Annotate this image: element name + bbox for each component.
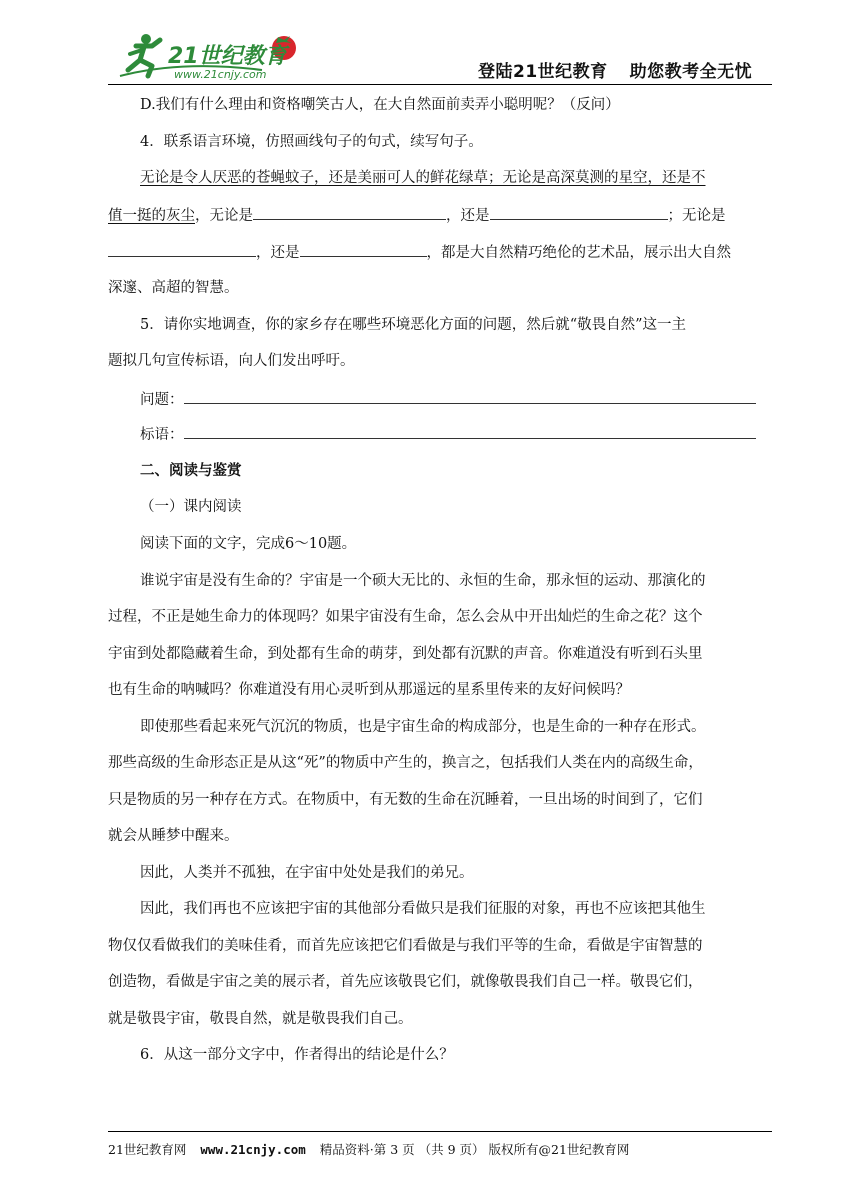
passage-p4-line-4: 就是敬畏宇宙，敬畏自然，就是敬畏我们自己。 (108, 1011, 413, 1027)
q4-fill-line-2 (108, 242, 772, 263)
passage-p2-line-3: 只是物质的另一种存在方式。在物质中，有无数的生命在沉睡着，一旦出场的时间到了，它们 (108, 792, 703, 808)
logo-url-text: www.21cnjy.com (174, 68, 267, 81)
footer-divider (108, 1131, 772, 1132)
q4-prompt: 4．联系语言环境，仿照画线句子的句式，续写句子。 (140, 134, 483, 150)
header-slogan (478, 57, 752, 82)
site-logo (112, 30, 302, 82)
header-slogan-right: 助您教考全无忧 (629, 62, 753, 82)
passage-p1-line-1: 谁说宇宙是没有生命的？宇宙是一个硕大无比的、永恒的生命，那永恒的运动、那演化的 (140, 573, 706, 589)
q4-fill-line-1 (108, 205, 772, 226)
q5-problem-answer-line[interactable] (184, 389, 756, 404)
q4-text-wulun: ，无论是 (195, 208, 253, 224)
passage-p2-line-2: 那些高级的生命形态正是从这“死”的物质中产生的，换言之，包括我们人类在内的高级生命， (108, 755, 703, 771)
q4-blank-2[interactable] (490, 205, 668, 220)
footer-left-text: 21世纪教育网 (108, 1142, 187, 1157)
passage-p2-line-1: 即使那些看起来死气沉沉的物质，也是宇宙生命的构成部分，也是生命的一种存在形式。 (140, 719, 706, 735)
q5-prompt-1: 5．请你实地调查，你的家乡存在哪些环境恶化方面的问题，然后就“敬畏自然”这一主 (140, 317, 687, 333)
q4-underlined-sentence-1: 无论是令人厌恶的苍蝇蚊子，还是美丽可人的鲜花绿草；无论是高深莫测的星空，还是不 (140, 170, 706, 186)
q4-text-semicolon-wulun: ；无论是 (667, 208, 726, 224)
q4-text-haishi: ，还是 (446, 208, 490, 224)
logo-brand-text: 21世纪教育 (168, 44, 287, 69)
q4-underlined-sentence-2: 值一挺的灰尘 (108, 208, 195, 224)
q5-slogan-answer-line[interactable] (184, 424, 756, 439)
header-divider (108, 84, 772, 85)
passage-p2-line-4: 就会从睡梦中醒来。 (108, 828, 239, 844)
subsection-one-heading: （一）课内阅读 (140, 499, 242, 515)
q4-blank-3[interactable] (108, 242, 256, 257)
passage-p4-line-2: 物仅仅看做我们的美味佳肴，而首先应该把它们看做是与我们平等的生命，看做是宇宙智慧的 (108, 938, 703, 954)
q5-slogan-label: 标语： (140, 427, 184, 443)
q4-blank-1[interactable] (253, 205, 446, 220)
reading-instruction: 阅读下面的文字，完成6～10题。 (140, 536, 357, 552)
passage-p1-line-4: 也有生命的呐喊吗？你难道没有用心灵听到从那遥远的星系里传来的友好问候吗？ (108, 682, 630, 698)
passage-p4-line-1: 因此，我们再也不应该把宇宙的其他部分看做只是我们征服的对象，再也不应该把其他生 (140, 901, 706, 917)
q5-problem-label: 问题： (140, 392, 184, 408)
page-footer (108, 1140, 629, 1158)
q6-prompt: 6．从这一部分文字中，作者得出的结论是什么？ (140, 1047, 454, 1063)
q5-prompt-2: 题拟几句宣传标语，向人们发出呼吁。 (108, 353, 355, 369)
footer-page-info: 精品资料·第 3 页 （共 9 页） 版权所有@21世纪教育网 (319, 1142, 630, 1157)
footer-site-link[interactable]: www.21cnjy.com (200, 1142, 306, 1157)
passage-p3-line-1: 因此，人类并不孤独，在宇宙中处处是我们的弟兄。 (140, 865, 474, 881)
q5-slogan-row (140, 424, 756, 445)
q3-option-d: D.我们有什么理由和资格嘲笑古人，在大自然面前卖弄小聪明呢？（反问） (140, 97, 620, 113)
q4-text-end: 深邃、高超的智慧。 (108, 280, 239, 296)
section-two-heading: 二、阅读与鉴赏 (140, 462, 242, 479)
q5-problem-row (140, 389, 756, 410)
q4-blank-4[interactable] (300, 242, 427, 257)
q4-text-tail: ，都是大自然精巧绝伦的艺术品，展示出大自然 (426, 245, 731, 261)
passage-p1-line-3: 宇宙到处都隐藏着生命，到处都有生命的萌芽，到处都有沉默的声音。你难道没有听到石头里 (108, 646, 703, 662)
passage-p4-line-3: 创造物，看做是宇宙之美的展示者，首先应该敬畏它们，就像敬畏我们自己一样。敬畏它们， (108, 974, 703, 990)
q4-text-haishi-2: ，还是 (256, 245, 300, 261)
passage-p1-line-2: 过程，不正是她生命力的体现吗？如果宇宙没有生命，怎么会从中开出灿烂的生命之花？这个 (108, 609, 703, 625)
header-slogan-left: 登陆21世纪教育 (478, 62, 608, 82)
